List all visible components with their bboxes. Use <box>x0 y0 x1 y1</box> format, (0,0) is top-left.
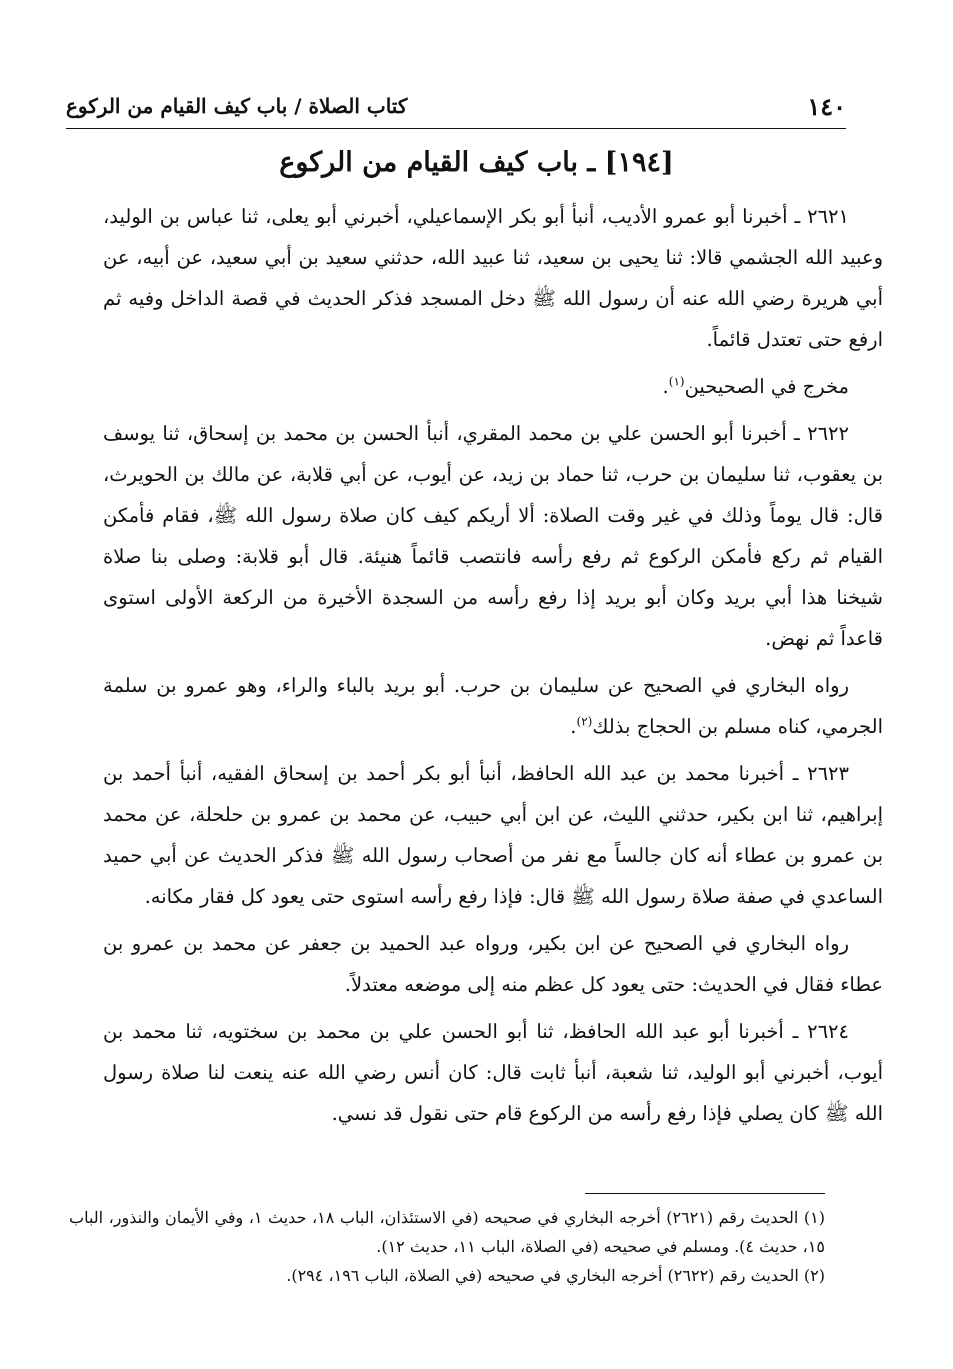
hadith-2621-paragraph <box>103 196 883 360</box>
footnote-ref-1[interactable]: (١) <box>668 374 685 389</box>
footnote-separator <box>585 1193 825 1194</box>
paragraph-text: رواه البخاري في الصحيح عن سليمان بن حرب. أبو بريد بالباء والراء، وهو عمرو بن سلمة الجرمي، كناه مسلم بن الحجاج بذلك <box>103 674 883 738</box>
paragraph-text: مخرج في الصحيحين <box>684 375 849 398</box>
paragraph-text: ٢٦٢٣ ـ أخبرنا محمد بن عبد الله الحافظ، أنبأ أبو بكر أحمد بن إسحاق الفقيه، أنبأ أحمد بن إبراهيم، ثنا ابن بكير، حدثني الليث، عن ابن أبي حبيب، عن محمد بن عمرو بن حلحلة، عن محمد بن عمرو بن عطاء أنه كان جالساً مع نفر من أصحاب رسول الله ﷺ فذكر الحديث عن أبي حميد الساعدي في صفة صلاة رسول الله ﷺ قال: فإذا رفع رأسه استوى حتى يعود كل فقار مكانه. <box>103 762 883 908</box>
hadith-2624-paragraph <box>103 1011 883 1134</box>
chapter-title: [١٩٤] ـ باب كيف القيام من الركوع <box>279 147 674 178</box>
takhrij-2623-paragraph <box>103 923 883 1005</box>
footnote-ref-2[interactable]: (٢) <box>576 714 593 729</box>
running-header-title: كتاب الصلاة / باب كيف القيام من الركوع <box>66 94 408 118</box>
takhrij-2622-paragraph: رواه البخاري في الصحيح عن سليمان بن حرب. أبو بريد بالباء والراء، وهو عمرو بن سلمة الجرمي، كناه مسلم بن الحجاج بذلك$^{(٢)}$. <box>103 674 883 738</box>
takhrij-2621-paragraph: مخرج في الصحيحين$^{(١)}$. <box>662 374 849 398</box>
main-text <box>103 196 883 1140</box>
footnote-2: (٢) الحديث رقم (٢٦٢٢) أخرجه البخاري في صحيحه (في الصلاة، الباب ١٩٦، ٢٩٤). <box>286 1266 825 1285</box>
hadith-2623-paragraph <box>103 753 883 917</box>
paragraph-text: رواه البخاري في الصحيح عن ابن بكير، ورواه عبد الحميد بن جعفر عن محمد بن عمرو بن عطاء فقال في الحديث: حتى يعود كل عظم منه إلى موضعه معتدلاً. <box>103 932 883 996</box>
hadith-2622-paragraph <box>103 413 883 659</box>
footnotes <box>69 1203 825 1290</box>
page-number: ١٤٠ <box>807 92 846 121</box>
paragraph-text: ٢٦٢١ ـ أخبرنا أبو عمرو الأديب، أنبأ أبو بكر الإسماعيلي، أخبرني أبو يعلى، ثنا عباس بن الوليد، وعبيد الله الجشمي قالا: ثنا يحيى بن سعيد، ثنا عبيد الله، حدثني سعيد بن أبي سعيد، عن أبيه، عن أبي هريرة رضي الله عنه أن رسول الله ﷺ دخل المسجد فذكر الحديث في قصة الداخل وفيه ثم ارفع حتى تعتدل قائماً. <box>103 205 883 351</box>
paragraph-text: ٢٦٢٤ ـ أخبرنا أبو عبد الله الحافظ، ثنا أبو الحسن علي بن محمد بن سختويه، ثنا محمد بن أيوب، أخبرني أبو الوليد، ثنا شعبة، أنبأ ثابت قال: كان أنس رضي الله عنه ينعت لنا صلاة رسول الله ﷺ كان يصلي فإذا رفع رأسه من الركوع قام حتى نقول قد نسي. <box>103 1020 883 1125</box>
footnote-1: (١) الحديث رقم (٢٦٢١) أخرجه البخاري في صحيحه (في الاستئذان، الباب ١٨، حديث ١، وفي الأيمان والنذور، الباب ١٥، حديث ٤). ومسلم في صحيحه (في الصلاة، الباب ١١، حديث ١٢). <box>69 1208 825 1256</box>
paragraph-text: ٢٦٢٢ ـ أخبرنا أبو الحسن علي بن محمد المقري، أنبأ الحسن بن محمد بن إسحاق، ثنا يوسف بن يعقوب، ثنا سليمان بن حرب، ثنا حماد بن زيد، عن أيوب، عن أبي قلابة، عن مالك بن الحويرث، قال: قال يوماً وذلك في غير وقت الصلاة: ألا أريكم كيف كان صلاة رسول الله ﷺ، فقام فأمكن القيام ثم ركع فأمكن الركوع ثم رفع رأسه فانتصب قائماً هنيئة. قال أبو قلابة: وصلى بنا صلاة شيخنا هذا أبي بريد وكان أبو بريد إذا رفع رأسه من السجدة الأخيرة من الركعة الأولى استوى قاعداً ثم نهض. <box>103 422 883 650</box>
running-header <box>66 92 846 129</box>
